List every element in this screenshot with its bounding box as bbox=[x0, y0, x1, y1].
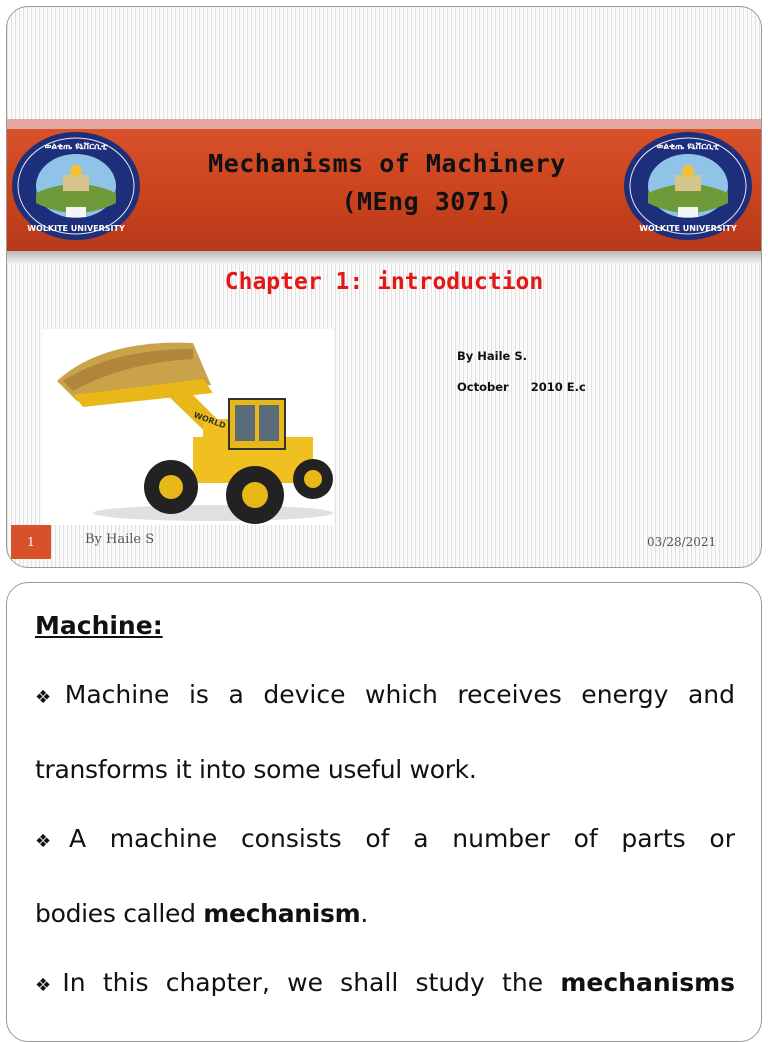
term-mechanism: mechanism bbox=[203, 899, 361, 928]
banner-shadow bbox=[7, 251, 761, 263]
wheel-loader-image bbox=[43, 329, 333, 525]
bullet-line: ❖A machine consists of a number of parts or bbox=[35, 824, 735, 853]
slide-number: 1 bbox=[11, 525, 51, 559]
presentation-date bbox=[457, 380, 608, 394]
logo-text-bottom: WOLKITE UNIVERSITY bbox=[27, 224, 125, 233]
loader-brand: WORLD bbox=[192, 410, 227, 431]
date-year: 2010 E.c bbox=[530, 380, 586, 394]
bullet-item bbox=[35, 947, 735, 1022]
section-heading: Machine: bbox=[35, 611, 163, 640]
university-logo-right bbox=[623, 131, 753, 241]
bullet-item bbox=[35, 659, 735, 806]
diamond-bullet-icon: ❖ bbox=[35, 831, 67, 852]
date-month: October bbox=[457, 380, 509, 394]
course-code: (MEng 3071) bbox=[341, 187, 513, 216]
bullet-line: ❖Machine is a device which receives energy and bbox=[35, 680, 735, 709]
term-mechanisms: mechanisms bbox=[560, 968, 735, 997]
content-slide bbox=[6, 582, 762, 1042]
chapter-title: Chapter 1: introduction bbox=[224, 269, 544, 295]
title-slide bbox=[6, 6, 762, 568]
bullet-line: bodies called mechanism. bbox=[35, 899, 369, 928]
bullet-item bbox=[35, 803, 735, 950]
university-logo-left bbox=[11, 131, 141, 241]
logo-text-bottom: WOLKITE UNIVERSITY bbox=[639, 224, 737, 233]
author-name: By Haile S. bbox=[457, 349, 527, 363]
bullet-line: transforms it into some useful work. bbox=[35, 755, 477, 784]
diamond-bullet-icon: ❖ bbox=[35, 975, 61, 996]
logo-text-top: ወልቂጤ ዩኒቨርሲቲ bbox=[656, 142, 720, 152]
accent-bar bbox=[7, 119, 761, 129]
diamond-bullet-icon: ❖ bbox=[35, 687, 63, 708]
logo-text-top: ወልቂጤ ዩኒቨርሲቲ bbox=[44, 142, 108, 152]
footer-date: 03/28/2021 bbox=[647, 535, 717, 549]
footer-author: By Haile S bbox=[85, 532, 155, 547]
bullet-line: ❖In this chapter, we shall study the mechanisms bbox=[35, 968, 735, 997]
course-title: Mechanisms of Machinery bbox=[208, 149, 566, 178]
